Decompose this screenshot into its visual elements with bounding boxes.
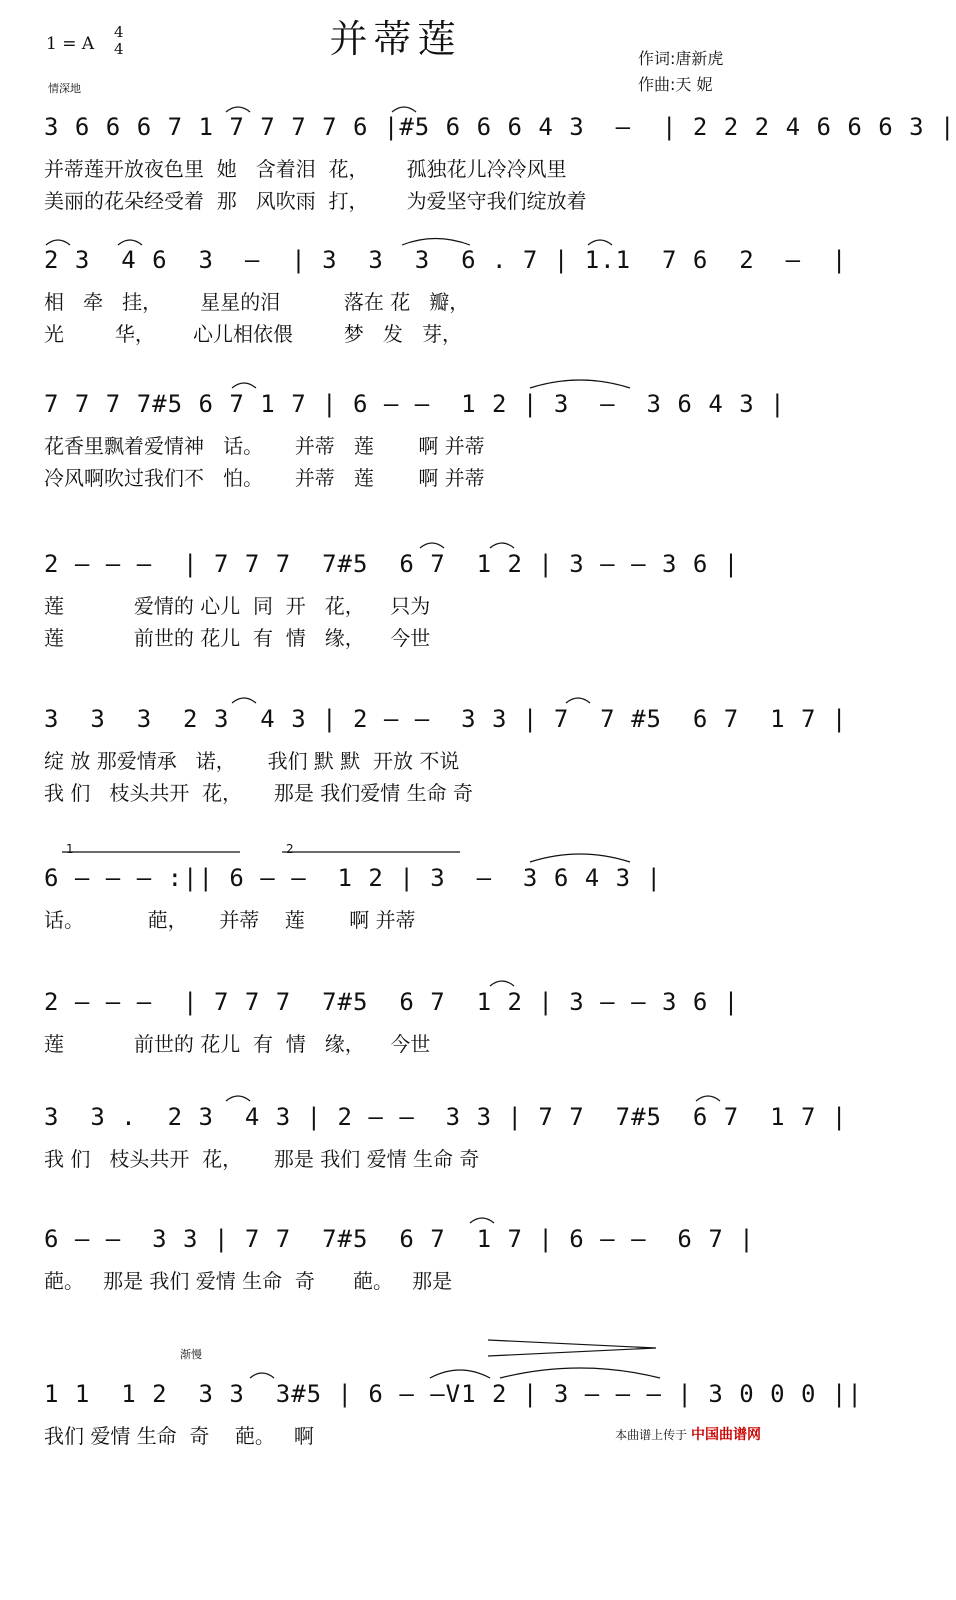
notes-line: 2 3 4 6 3 — | 3 3 3 6 . 7 | 1.1 7 6 2 — | bbox=[44, 246, 848, 274]
tempo-mark: 渐慢 bbox=[180, 1348, 202, 1361]
slur-mark bbox=[392, 107, 416, 112]
upload-text: 本曲谱上传于 bbox=[615, 1428, 688, 1442]
footer-credit bbox=[615, 1424, 761, 1444]
notes-line: 2 — — — | 7 7 7 7#5 6 7 1 2 | 3 — — 3 6 | bbox=[44, 988, 740, 1016]
lyrics-verse-1: 话。 葩， 并蒂 莲 啊 并蒂 bbox=[44, 908, 416, 932]
lyrics-verse-1: 我 们 枝头共开 花， 那是 我们 爱情 生命 奇 bbox=[44, 1147, 480, 1171]
slur-mark bbox=[226, 107, 250, 112]
expression-mark: 情深地 bbox=[48, 82, 81, 95]
volta-2: 2 bbox=[286, 842, 294, 856]
volta-1: 1 bbox=[66, 842, 74, 856]
lyrics-verse-2: 美丽的花朵经受着 那 风吹雨 打， 为爱坚守我们绽放着 bbox=[44, 189, 587, 213]
time-signature bbox=[114, 24, 124, 58]
lyrics-verse-1: 花香里飘着爱情神 话。 并蒂 莲 啊 并蒂 bbox=[44, 434, 485, 458]
lyrics-verse-1: 莲 前世的 花儿 有 情 缘， 今世 bbox=[44, 1032, 431, 1056]
lyrics-verse-1: 莲 爱情的 心儿 同 开 花， 只为 bbox=[44, 594, 431, 618]
site-logo-text: 中国曲谱网 bbox=[691, 1427, 761, 1443]
lyrics-verse-1: 并蒂莲开放夜色里 她 含着泪 花， 孤独花儿冷冷风里 bbox=[44, 157, 567, 181]
lyrics-verse-1: 葩。 那是 我们 爱情 生命 奇 葩。 那是 bbox=[44, 1269, 453, 1293]
notes-line: 2 — — — | 7 7 7 7#5 6 7 1 2 | 3 — — 3 6 | bbox=[44, 550, 740, 578]
lyrics-verse-1: 相 牵 挂， 星星的泪 落在 花 瓣， bbox=[44, 290, 470, 314]
notes-line: 3 6 6 6 7 1 7 7 7 7 6 |#5 6 6 6 4 3 — | 2 2 2 4 6 6 6 3 | bbox=[44, 113, 956, 141]
time-signature-top: 4 bbox=[114, 23, 124, 41]
score-line-10 bbox=[0, 1348, 863, 1600]
song-title: 并蒂莲 bbox=[329, 17, 462, 61]
notes-line: 1 1 1 2 3 3 3#5 | 6 — —V1 2 | 3 — — — | 3 0 0 0 || bbox=[44, 1380, 863, 1408]
lyrics-verse-1: 我们 爱情 生命 奇 葩。 啊 bbox=[44, 1424, 314, 1448]
key-signature: 1 = A bbox=[46, 34, 95, 54]
lyricist-credit: 作词:唐新虎 bbox=[638, 49, 724, 68]
lyrics-verse-2: 莲 前世的 花儿 有 情 缘， 今世 bbox=[44, 626, 431, 650]
notes-line: 6 — — 3 3 | 7 7 7#5 6 7 1 7 | 6 — — 6 7 | bbox=[44, 1225, 755, 1253]
notes-line: 3 3 3 2 3 4 3 | 2 — — 3 3 | 7 7 #5 6 7 1 7 | bbox=[44, 705, 848, 733]
lyrics-verse-1: 绽 放 那爱情承 诺， 我们 默 默 开放 不说 bbox=[44, 749, 460, 773]
composer-credit: 作曲:天 妮 bbox=[638, 75, 713, 94]
notes-line: 7 7 7 7#5 6 7 1 7 | 6 — — 1 2 | 3 — 3 6 4 3 | bbox=[44, 390, 786, 418]
time-signature-bottom: 4 bbox=[114, 40, 124, 58]
lyrics-verse-2: 光 华， 心儿相依偎 梦 发 芽， bbox=[44, 322, 463, 346]
notes-line: 6 — — — :|| 6 — — 1 2 | 3 — 3 6 4 3 | bbox=[44, 864, 662, 892]
lyrics-verse-2: 我 们 枝头共开 花， 那是 我们爱情 生命 奇 bbox=[44, 781, 474, 805]
lyrics-verse-2: 冷风啊吹过我们不 怕。 并蒂 莲 啊 并蒂 bbox=[44, 466, 485, 490]
notes-line: 3 3 . 2 3 4 3 | 2 — — 3 3 | 7 7 7#5 6 7 1 7 | bbox=[44, 1103, 848, 1131]
